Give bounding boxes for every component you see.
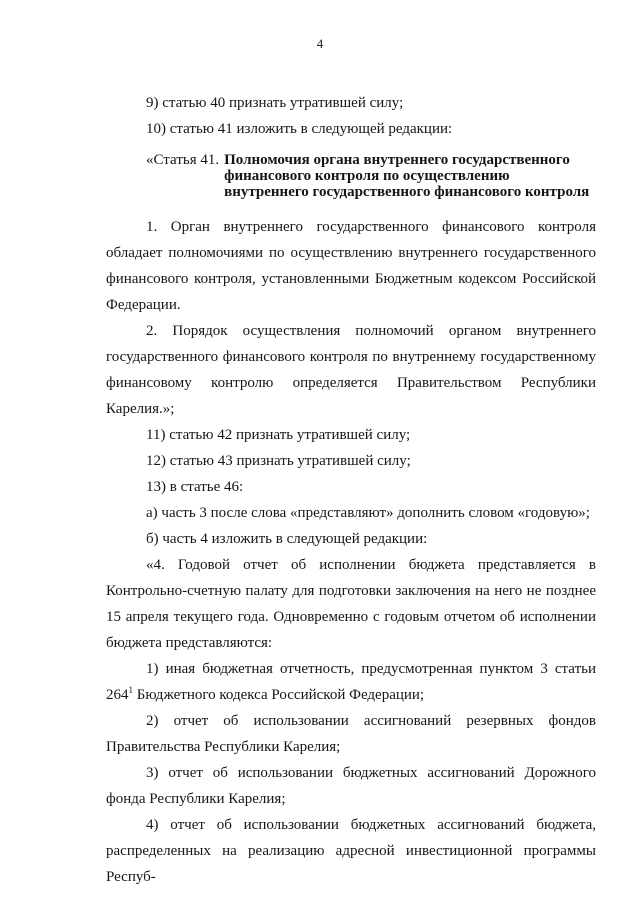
article-label: «Статья 41. (146, 152, 220, 168)
part4-subitem-1-tail: Бюджетного кодекса Российской Федерации; (133, 687, 425, 703)
footnote-superscript: 1 (128, 685, 133, 695)
article-heading (146, 152, 596, 200)
article-paragraph-2: 2. Порядок осуществления полномочий органом внутреннего государственного финансового контроля по внутреннему государственному финансовому контролю определяется Правительством Республики Карелия.»; (106, 323, 596, 417)
item-11: 11) статью 42 признать утратившей силу; (146, 427, 411, 443)
item-b: б) часть 4 изложить в следующей редакции: (146, 531, 428, 547)
item-9: 9) статью 40 признать утратившей силу; (146, 95, 404, 111)
article-title: Полномочия органа внутреннего государственного финансового контроля по осуществлению внутреннего государственного финансового контроля (224, 152, 590, 200)
part4-subitem-3: 3) отчет об использовании бюджетных ассигнований Дорожного фонда Республики Карелия; (106, 765, 596, 807)
article-paragraph-1: 1. Орган внутреннего государственного финансового контроля обладает полномочиями по осуществлению внутреннего государственного финансового контроля, установленными Бюджетным кодексом Российской Федерации. (106, 219, 596, 313)
page-number: 4 (316, 36, 324, 51)
part4-subitem-1-text: 1) иная бюджетная отчетность, предусмотренная пунктом 3 статьи 264 (106, 661, 596, 703)
document-body (106, 90, 596, 890)
part4-subitem-2: 2) отчет об использовании ассигнований резервных фондов Правительства Республики Карелия; (106, 713, 596, 755)
item-a: а) часть 3 после слова «представляют» дополнить словом «годовую»; (146, 505, 590, 521)
item-12: 12) статью 43 признать утратившей силу; (146, 453, 411, 469)
part4-subitem-1 (106, 656, 596, 708)
item-13: 13) в статье 46: (146, 479, 244, 495)
part4-intro: «4. Годовой отчет об исполнении бюджета представляется в Контрольно-счетную палату для подготовки заключения на него не позднее 15 апреля текущего года. Одновременно с годовым отчетом об исполнении бюджета представляются: (106, 557, 596, 651)
item-10: 10) статью 41 изложить в следующей редакции: (146, 121, 453, 137)
part4-subitem-4: 4) отчет об использовании бюджетных ассигнований бюджета, распределенных на реализацию адресной инвестиционной программы Респуб- (106, 817, 596, 885)
